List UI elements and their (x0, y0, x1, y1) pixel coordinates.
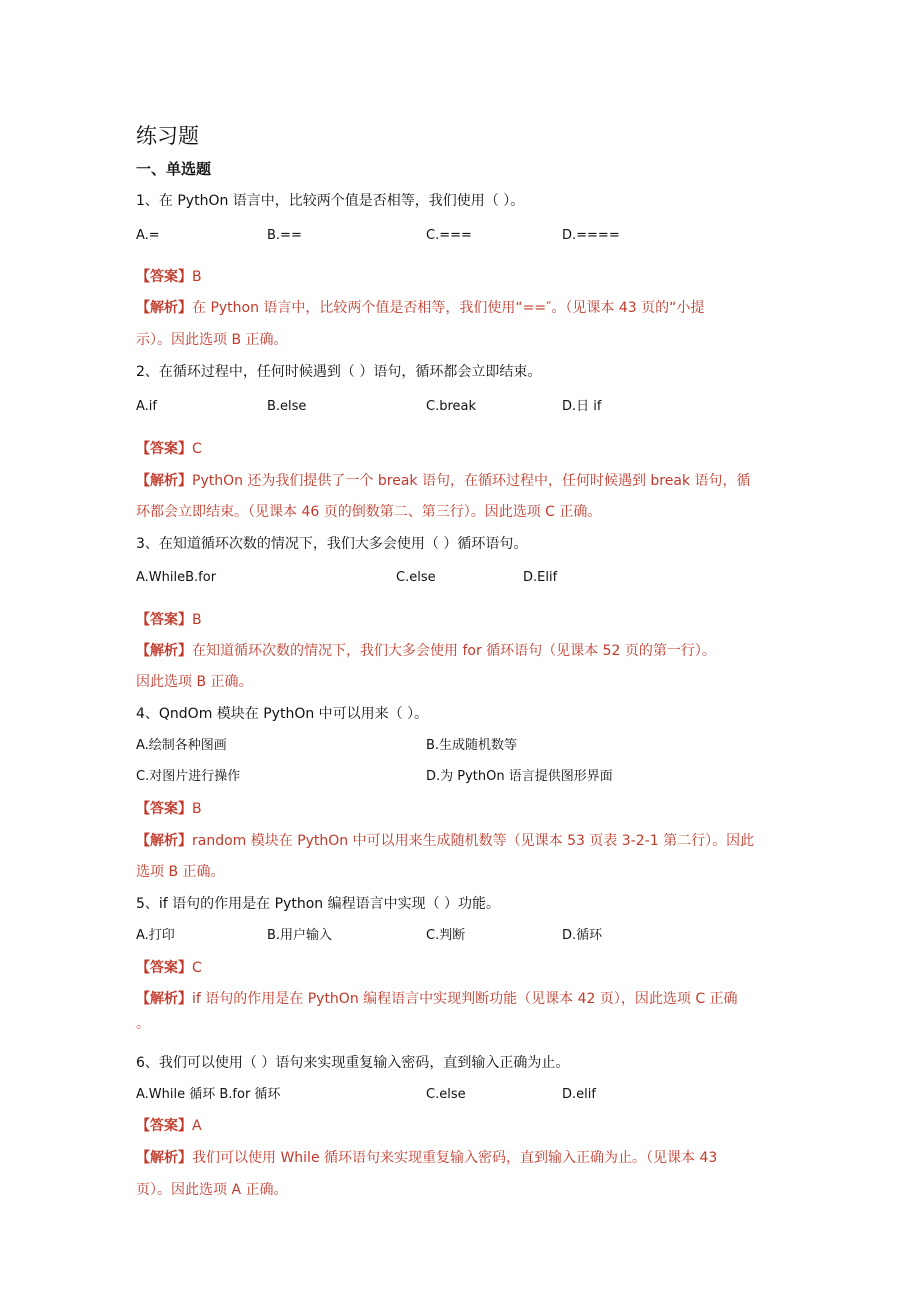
q2-option-b: B.else (267, 399, 307, 414)
question-5-stem: 5、if 语句的作用是在 Python 编程语言中实现（ ）功能。 (136, 896, 501, 912)
q2-answer (136, 438, 786, 460)
q1-answer (136, 266, 786, 288)
question-1-stem: 1、在 PythOn 语言中，比较两个值是否相等，我们使用（ ）。 (136, 193, 525, 209)
q5-option-a: A.打印 (136, 928, 175, 943)
section-heading: 一、单选题 (136, 160, 212, 178)
q1-option-a: A.= (136, 228, 160, 243)
q5-option-c: C.判断 (426, 928, 466, 943)
answer-value: C (192, 960, 202, 976)
explanation-tag: 【解析】 (136, 473, 192, 489)
explanation-tag: 【解析】 (136, 643, 192, 659)
q4-explanation-line-2: 选项 B 正确。 (136, 864, 225, 880)
explanation-tag: 【解析】 (136, 833, 192, 849)
explanation-text: PythOn 还为我们提供了一个 break 语句，在循环过程中，任何时候遇到 break 语句，循 (192, 473, 751, 489)
q4-option-d: D.为 PythOn 语言提供图形界面 (426, 769, 613, 784)
q2-option-a: A.if (136, 399, 157, 414)
answer-value: A (192, 1118, 202, 1134)
q2-option-d: D.日 if (562, 399, 602, 414)
page-title: 练习题 (136, 124, 199, 148)
q6-answer (136, 1115, 786, 1137)
answer-tag: 【答案】 (136, 612, 192, 628)
q2-explanation-line-1 (136, 470, 786, 492)
q4-option-c: C.对图片进行操作 (136, 769, 241, 784)
q1-option-d: D.==== (562, 228, 620, 243)
question-6-stem: 6、我们可以使用（ ）语句来实现重复输入密码，直到输入正确为止。 (136, 1055, 570, 1071)
q6-option-c: C.else (426, 1087, 466, 1102)
answer-value: C (192, 441, 202, 457)
question-4-stem: 4、QndOm 模块在 PythOn 中可以用来（ ）。 (136, 706, 429, 722)
q4-answer (136, 798, 786, 820)
q1-option-c: C.=== (426, 228, 472, 243)
q3-option-d: D.Elif (523, 570, 558, 585)
explanation-text: 我们可以使用 While 循环语句来实现重复输入密码，直到输入正确为止。（见课本 43 (192, 1150, 718, 1166)
q3-explanation-line-2: 因此选项 B 正确。 (136, 674, 253, 690)
q6-explanation-line-2: 页）。因此选项 A 正确。 (136, 1182, 288, 1198)
answer-tag: 【答案】 (136, 441, 192, 457)
answer-value: B (192, 801, 202, 817)
answer-tag: 【答案】 (136, 801, 192, 817)
answer-tag: 【答案】 (136, 269, 192, 285)
q5-explanation-line-1 (136, 988, 786, 1010)
explanation-tag: 【解析】 (136, 300, 192, 316)
q3-option-c: C.else (396, 570, 436, 585)
explanation-text: if 语句的作用是在 PythOn 编程语言中实现判断功能（见课本 42 页），因此选项 C 正确 (192, 991, 738, 1007)
explanation-text: 在知道循环次数的情况下，我们大多会使用 for 循环语句（见课本 52 页的第一行）。 (192, 643, 716, 659)
answer-value: B (192, 269, 202, 285)
q6-explanation-line-1 (136, 1147, 786, 1169)
q4-option-a: A.绘制各种图画 (136, 738, 227, 753)
q3-option-ab: A.WhileB.for (136, 570, 217, 585)
q6-option-d: D.elif (562, 1087, 596, 1102)
explanation-text: random 模块在 PythOn 中可以用来生成随机数等（见课本 53 页表 3-2-1 第二行）。因此 (192, 833, 755, 849)
q6-option-ab: A.While 循环 B.for 循环 (136, 1087, 281, 1102)
question-2-stem: 2、在循环过程中，任何时候遇到（ ）语句，循环都会立即结束。 (136, 364, 542, 380)
q1-explanation-line-1 (136, 297, 786, 319)
q2-explanation-line-2: 环都会立即结束。（见课本 46 页的倒数第二、第三行）。因此选项 C 正确。 (136, 504, 602, 520)
explanation-tag: 【解析】 (136, 991, 192, 1007)
question-3-stem: 3、在知道循环次数的情况下，我们大多会使用（ ）循环语句。 (136, 536, 528, 552)
explanation-text: 在 Python 语言中，比较两个值是否相等，我们使用“==″。（见课本 43 页的“小提 (192, 300, 705, 316)
q5-explanation-line-2: 。 (136, 1016, 150, 1032)
q2-option-c: C.break (426, 399, 477, 414)
q1-explanation-line-2: 示）。因此选项 B 正确。 (136, 332, 288, 348)
answer-value: B (192, 612, 202, 628)
q5-option-d: D.循环 (562, 928, 603, 943)
q5-answer (136, 957, 786, 979)
q3-answer (136, 609, 786, 631)
explanation-tag: 【解析】 (136, 1150, 192, 1166)
q3-explanation-line-1 (136, 640, 786, 662)
answer-tag: 【答案】 (136, 960, 192, 976)
answer-tag: 【答案】 (136, 1118, 192, 1134)
q1-option-b: B.== (267, 228, 302, 243)
q4-option-b: B.生成随机数等 (426, 738, 518, 753)
q5-option-b: B.用户输入 (267, 928, 333, 943)
q4-explanation-line-1 (136, 830, 786, 852)
